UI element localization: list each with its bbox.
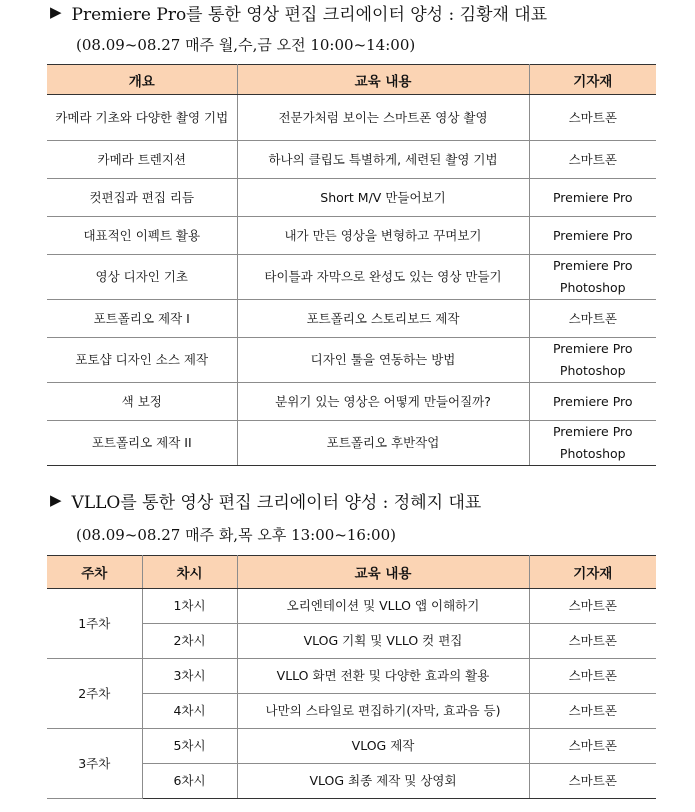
header-equipment: 기자재: [529, 556, 656, 589]
content-cell: VLOG 기획 및 VLLO 컷 편집: [237, 624, 529, 659]
overview-cell: 카메라 트렌지션: [47, 141, 237, 179]
equipment-cell: 스마트폰: [529, 764, 656, 799]
table-header-row: [47, 556, 656, 589]
content-cell: 타이틀과 자막으로 완성도 있는 영상 만들기: [237, 255, 529, 300]
equipment-cell: Premiere Pro Photoshop: [529, 338, 656, 383]
overview-cell: 포토샵 디자인 소스 제작: [47, 338, 237, 383]
equipment-cell: 스마트폰: [529, 300, 656, 338]
header-session: 차시: [142, 556, 237, 589]
content-cell: 하나의 클립도 특별하게, 세련된 촬영 기법: [237, 141, 529, 179]
overview-cell: 색 보정: [47, 383, 237, 421]
triangle-bullet-icon: ▶: [50, 491, 62, 509]
table-row: [47, 255, 656, 300]
content-cell: 디자인 툴을 연동하는 방법: [237, 338, 529, 383]
table-row: [47, 179, 656, 217]
session-cell: 2차시: [142, 624, 237, 659]
header-content: 교육 내용: [237, 65, 529, 95]
equipment-cell: Premiere Pro: [529, 383, 656, 421]
equipment-cell: Premiere Pro: [529, 217, 656, 255]
content-cell: VLLO 화면 전환 및 다양한 효과의 활용: [237, 659, 529, 694]
week-cell: 1주차: [47, 589, 142, 659]
content-cell: 분위기 있는 영상은 어떻게 만들어질까?: [237, 383, 529, 421]
section1-title: Premiere Pro를 통한 영상 편집 크리에이터 양성 : 김황재 대표: [71, 4, 548, 25]
content-cell: 오리엔테이션 및 VLLO 앱 이해하기: [237, 589, 529, 624]
section2-heading: [50, 488, 481, 512]
overview-cell: 컷편집과 편집 리듬: [47, 179, 237, 217]
header-week: 주차: [47, 556, 142, 589]
overview-cell: 포트폴리오 제작 I: [47, 300, 237, 338]
table-header-row: [47, 65, 656, 95]
content-cell: 포트폴리오 후반작업: [237, 421, 529, 466]
table-row: [47, 729, 656, 764]
header-content: 교육 내용: [237, 556, 529, 589]
header-equipment: 기자재: [529, 65, 656, 95]
content-cell: VLOG 제작: [237, 729, 529, 764]
equipment-cell: 스마트폰: [529, 589, 656, 624]
table-row: [47, 589, 656, 624]
triangle-bullet-icon: ▶: [50, 3, 62, 21]
equipment-cell: Premiere Pro Photoshop: [529, 421, 656, 466]
overview-cell: 카메라 기초와 다양한 촬영 기법: [47, 95, 237, 141]
overview-cell: 포트폴리오 제작 II: [47, 421, 237, 466]
equipment-cell: 스마트폰: [529, 141, 656, 179]
content-cell: 나만의 스타일로 편집하기(자막, 효과음 등): [237, 694, 529, 729]
table-row: [47, 95, 656, 141]
content-cell: 내가 만든 영상을 변형하고 꾸며보기: [237, 217, 529, 255]
content-cell: VLOG 최종 제작 및 상영회: [237, 764, 529, 799]
session-cell: 5차시: [142, 729, 237, 764]
session-cell: 3차시: [142, 659, 237, 694]
week-cell: 2주차: [47, 659, 142, 729]
overview-cell: 영상 디자인 기초: [47, 255, 237, 300]
equipment-cell: 스마트폰: [529, 624, 656, 659]
header-overview: 개요: [47, 65, 237, 95]
content-cell: 전문가처럼 보이는 스마트폰 영상 촬영: [237, 95, 529, 141]
section2-schedule: (08.09~08.27 매주 화,목 오후 13:00~16:00): [76, 526, 396, 544]
equipment-cell: 스마트폰: [529, 729, 656, 764]
section1-schedule: (08.09~08.27 매주 월,수,금 오전 10:00~14:00): [76, 36, 416, 54]
equipment-cell: 스마트폰: [529, 659, 656, 694]
section1-heading: [50, 0, 547, 24]
week-cell: 3주차: [47, 729, 142, 799]
table-row: [47, 338, 656, 383]
section1-curriculum-table: [47, 64, 656, 466]
content-cell: 포트폴리오 스토리보드 제작: [237, 300, 529, 338]
table-row: [47, 217, 656, 255]
content-cell: Short M/V 만들어보기: [237, 179, 529, 217]
equipment-cell: Premiere Pro: [529, 179, 656, 217]
equipment-cell: Premiere Pro Photoshop: [529, 255, 656, 300]
section2-title: VLLO를 통한 영상 편집 크리에이터 양성 : 정혜지 대표: [71, 492, 482, 513]
session-cell: 6차시: [142, 764, 237, 799]
table-row: [47, 421, 656, 466]
table-row: [47, 659, 656, 694]
session-cell: 4차시: [142, 694, 237, 729]
overview-cell: 대표적인 이펙트 활용: [47, 217, 237, 255]
section2-curriculum-table: [47, 555, 656, 799]
session-cell: 1차시: [142, 589, 237, 624]
table-row: [47, 383, 656, 421]
equipment-cell: 스마트폰: [529, 95, 656, 141]
equipment-cell: 스마트폰: [529, 694, 656, 729]
table-row: [47, 300, 656, 338]
table-row: [47, 141, 656, 179]
